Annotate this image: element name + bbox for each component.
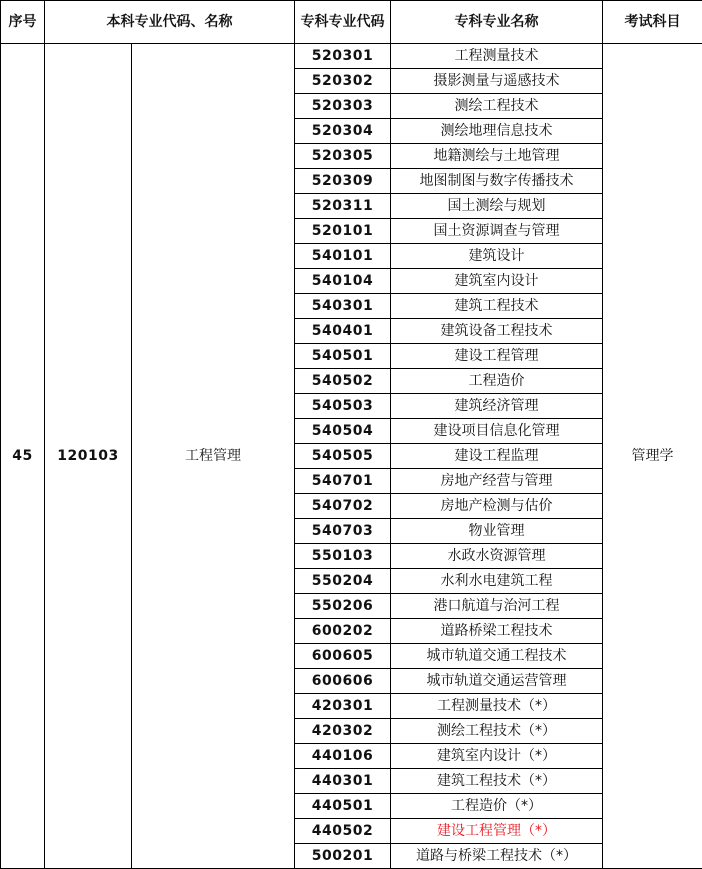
college-code-cell: 520303 [295, 94, 391, 119]
college-code-cell: 540301 [295, 294, 391, 319]
undergrad-name-cell: 工程管理 [132, 44, 295, 869]
header-college-name: 专科专业名称 [391, 1, 603, 44]
header-exam-subject: 考试科目 [603, 1, 702, 44]
college-name-cell: 建筑工程技术（*） [391, 769, 603, 794]
header-undergrad-code-name: 本科专业代码、名称 [45, 1, 295, 44]
college-name-cell: 建筑经济管理 [391, 394, 603, 419]
undergrad-code-cell: 120103 [45, 44, 132, 869]
college-code-cell: 520309 [295, 169, 391, 194]
college-name-cell: 建设项目信息化管理 [391, 419, 603, 444]
college-name-cell: 测绘地理信息技术 [391, 119, 603, 144]
table-row [1, 44, 702, 69]
college-code-cell: 520301 [295, 44, 391, 69]
header-row [1, 1, 702, 44]
college-name-cell: 港口航道与治河工程 [391, 594, 603, 619]
college-code-cell: 440301 [295, 769, 391, 794]
college-code-cell: 600202 [295, 619, 391, 644]
college-code-cell: 540504 [295, 419, 391, 444]
college-code-cell: 440106 [295, 744, 391, 769]
college-code-cell: 420301 [295, 694, 391, 719]
college-code-cell: 500201 [295, 844, 391, 869]
college-name-cell: 建设工程管理 [391, 344, 603, 369]
college-code-cell: 540502 [295, 369, 391, 394]
college-code-cell: 540503 [295, 394, 391, 419]
college-code-cell: 550204 [295, 569, 391, 594]
college-code-cell: 420302 [295, 719, 391, 744]
college-code-cell: 520305 [295, 144, 391, 169]
college-code-cell: 520302 [295, 69, 391, 94]
college-name-cell: 摄影测量与遥感技术 [391, 69, 603, 94]
college-code-cell: 550206 [295, 594, 391, 619]
college-name-cell: 城市轨道交通工程技术 [391, 644, 603, 669]
header-college-code: 专科专业代码 [295, 1, 391, 44]
college-code-cell: 540703 [295, 519, 391, 544]
college-code-cell: 540104 [295, 269, 391, 294]
college-name-cell: 工程造价 [391, 369, 603, 394]
exam-subject-cell: 管理学 [603, 44, 702, 869]
college-name-cell: 房地产经营与管理 [391, 469, 603, 494]
college-name-cell: 建设工程监理 [391, 444, 603, 469]
college-name-cell: 工程测量技术（*） [391, 694, 603, 719]
college-name-cell: 建筑室内设计 [391, 269, 603, 294]
college-code-cell: 440501 [295, 794, 391, 819]
college-name-cell: 道路与桥梁工程技术（*） [391, 844, 603, 869]
college-code-cell: 600606 [295, 669, 391, 694]
college-code-cell: 440502 [295, 819, 391, 844]
college-code-cell: 520311 [295, 194, 391, 219]
college-code-cell: 540701 [295, 469, 391, 494]
college-name-cell: 水政水资源管理 [391, 544, 603, 569]
college-name-cell: 道路桥梁工程技术 [391, 619, 603, 644]
college-name-cell: 工程测量技术 [391, 44, 603, 69]
college-name-cell: 建筑室内设计（*） [391, 744, 603, 769]
college-code-cell: 540501 [295, 344, 391, 369]
college-name-cell: 物业管理 [391, 519, 603, 544]
college-code-cell: 550103 [295, 544, 391, 569]
college-code-cell: 520101 [295, 219, 391, 244]
college-name-cell: 建筑设备工程技术 [391, 319, 603, 344]
college-name-cell: 测绘工程技术 [391, 94, 603, 119]
college-name-cell: 房地产检测与估价 [391, 494, 603, 519]
college-code-cell: 540401 [295, 319, 391, 344]
college-name-cell: 国土资源调查与管理 [391, 219, 603, 244]
college-code-cell: 540505 [295, 444, 391, 469]
college-name-cell: 国土测绘与规划 [391, 194, 603, 219]
college-code-cell: 540101 [295, 244, 391, 269]
college-name-cell: 建筑工程技术 [391, 294, 603, 319]
header-seq: 序号 [1, 1, 45, 44]
college-name-cell: 建筑设计 [391, 244, 603, 269]
college-code-cell: 600605 [295, 644, 391, 669]
college-name-cell: 工程造价（*） [391, 794, 603, 819]
college-name-cell: 建设工程管理（*） [391, 819, 603, 844]
college-name-cell: 地籍测绘与土地管理 [391, 144, 603, 169]
college-name-cell: 测绘工程技术（*） [391, 719, 603, 744]
college-name-cell: 水利水电建筑工程 [391, 569, 603, 594]
college-name-cell: 地图制图与数字传播技术 [391, 169, 603, 194]
college-name-cell: 城市轨道交通运营管理 [391, 669, 603, 694]
college-code-cell: 520304 [295, 119, 391, 144]
seq-cell: 45 [1, 44, 45, 869]
college-code-cell: 540702 [295, 494, 391, 519]
table-body [1, 1, 702, 869]
